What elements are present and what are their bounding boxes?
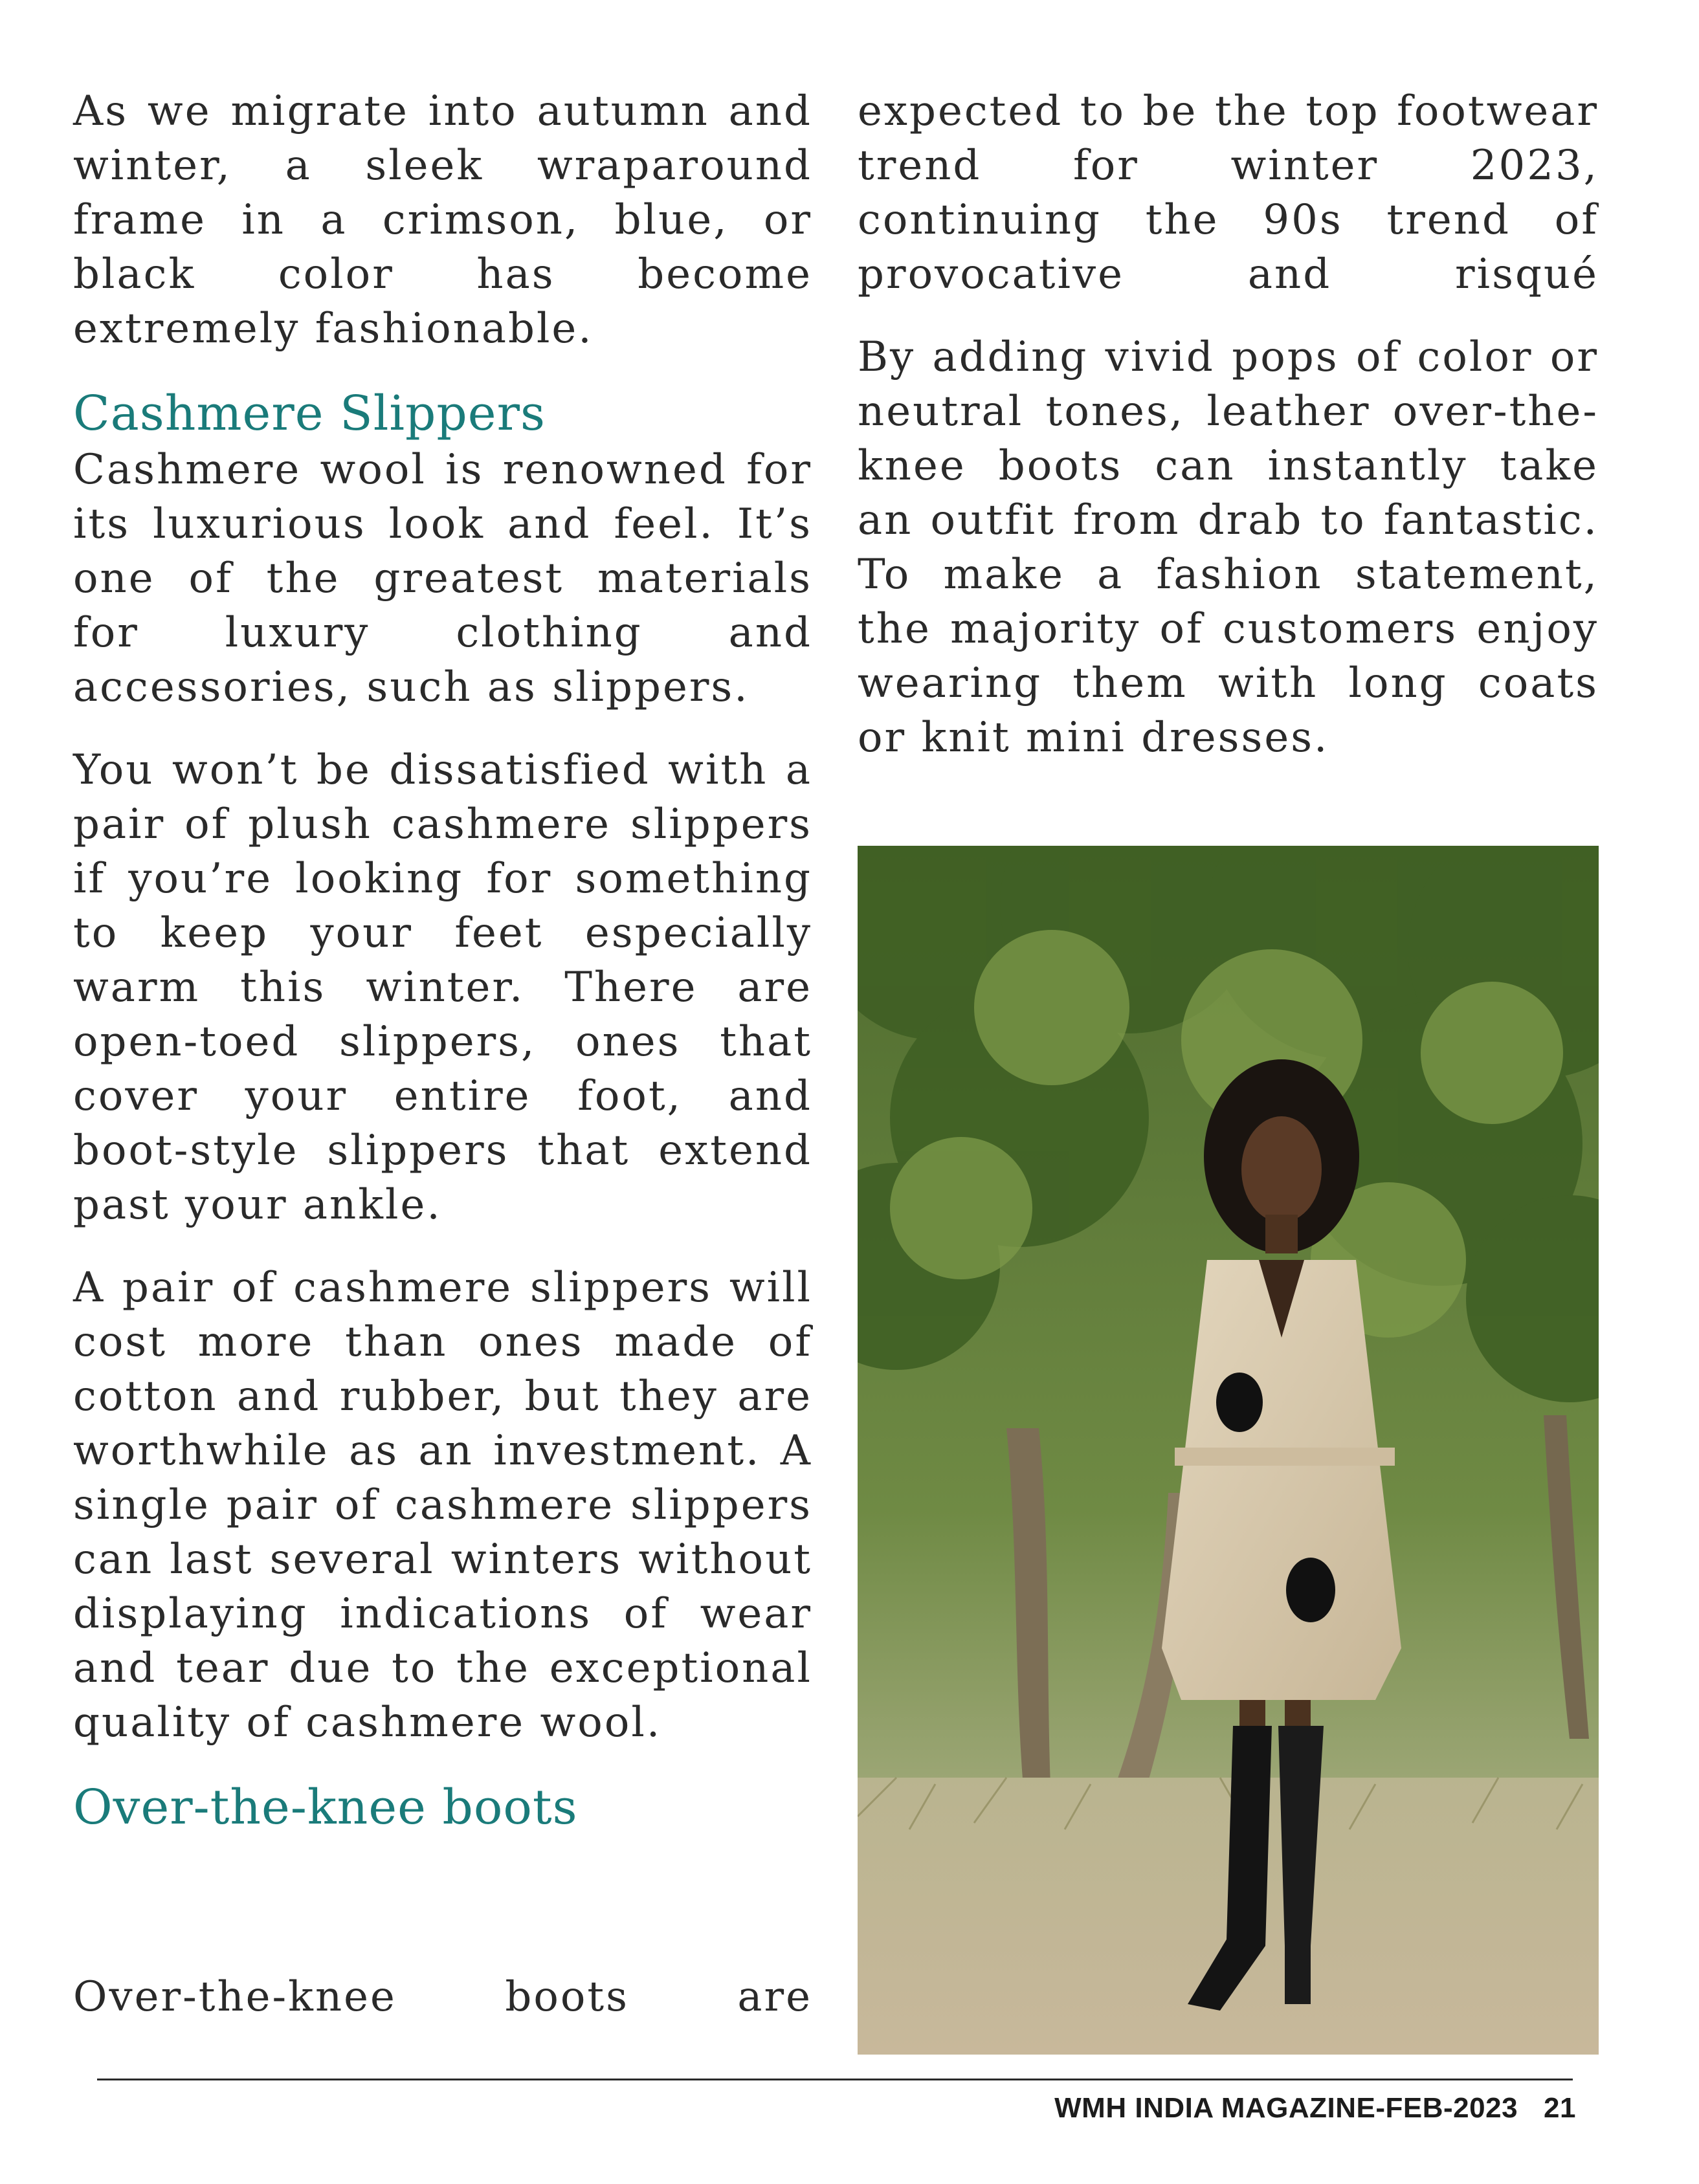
section-heading-over-the-knee-boots: Over-the-knee boots — [73, 1780, 578, 1835]
footer — [1054, 2092, 1576, 2124]
boots-paragraph-continuation — [858, 84, 1599, 302]
left-column — [73, 84, 812, 1837]
paragraph: By adding vivid pops of color or neutral tones, leather over-the-knee boots can instantly take an outfit from drab to fantastic. To make a fashion statement, the majority of customers enjoy wearing them with long coats or knit mini dresses. — [858, 333, 1599, 762]
paragraph: Over-the-knee boots are — [73, 1973, 812, 2021]
paragraph-continuation: expected to be the top footwear trend for winter 2023, continuing the 90s trend of provocative and risqué — [858, 87, 1599, 298]
magazine-title: WMH INDIA MAGAZINE-FEB-2023 — [1054, 2092, 1518, 2124]
boots-paragraph-start — [73, 1970, 812, 2028]
footer-divider — [97, 2079, 1573, 2080]
section-heading-cashmere-slippers: Cashmere Slippers — [73, 386, 546, 441]
intro-paragraph: As we migrate into autumn and winter, a sleek wraparound frame in a crimson, blue, or black color has become extremely fashionable. — [73, 87, 812, 353]
paragraph: Cashmere wool is renowned for its luxurious look and feel. It’s one of the greatest materials for luxury clothing and accessories, such as slippers. — [73, 446, 812, 711]
fashion-photo — [858, 846, 1599, 2055]
paragraph: You won’t be dissatisfied with a pair of plush cashmere slippers if you’re looking for something to keep your feet especially warm this winter. There are open-toed slippers, ones that cover your entire foot, and boot-style slippers that extend past your ankle. — [73, 746, 812, 1229]
right-column — [858, 84, 1599, 793]
page-number: 21 — [1544, 2092, 1576, 2124]
paragraph: A pair of cashmere slippers will cost more than ones made of cotton and rubber, but they are worthwhile as an investment. A single pair of cashmere slippers can last several winters without displaying indications of wear and tear due to the exceptional quality of cashmere wool. — [73, 1264, 812, 1747]
woman-in-trench-coat-and-boots-image — [858, 846, 1599, 2055]
